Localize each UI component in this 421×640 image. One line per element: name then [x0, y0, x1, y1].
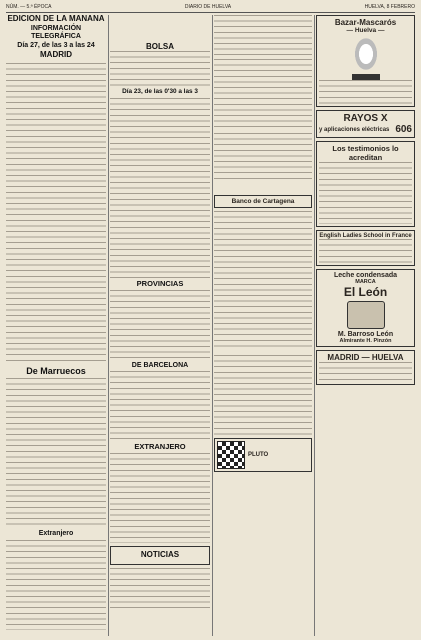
article-body — [110, 371, 210, 441]
milk-brand-label: MARCA — [355, 279, 376, 285]
testimonials-ad — [316, 141, 415, 227]
bank-ad — [214, 195, 312, 208]
column-rule — [108, 15, 109, 636]
notice-box — [110, 546, 210, 564]
bank-ad-title: Banco de Cartagena — [231, 198, 295, 205]
edition-headline: EDICIÓN DE LA MAÑANA — [7, 15, 105, 23]
milk-place: Almirante H. Pinzón — [339, 338, 392, 344]
column-rule — [314, 15, 315, 636]
article-body — [214, 133, 312, 183]
article-body — [110, 51, 210, 87]
rayos-ad — [316, 110, 415, 138]
bazar-ad — [316, 15, 415, 107]
masthead — [6, 3, 415, 13]
ad-body — [319, 362, 412, 382]
ad-body — [319, 239, 412, 263]
bazar-ad-subtitle: — Huelva — — [346, 27, 385, 34]
milk-title: Leche condensada — [333, 272, 398, 279]
article-body — [6, 63, 106, 363]
milk-seller: M. Barroso León — [337, 331, 394, 338]
school-title: English Ladies School in France — [319, 233, 412, 239]
section-heading: PROVINCIAS — [136, 279, 184, 289]
column-4 — [316, 15, 415, 636]
pluto-ad — [214, 438, 312, 472]
section-heading: DE BARCELONA — [131, 361, 189, 369]
city-heading: MADRID — [40, 50, 72, 60]
article-body — [6, 378, 106, 528]
article-body — [214, 59, 312, 129]
checker-pattern-icon — [217, 441, 245, 469]
masthead-left: NÚM. — 5.ª ÉPOCA — [6, 4, 52, 10]
column-3 — [214, 15, 312, 636]
section-heading: Extranjero — [38, 530, 74, 538]
section-heading: BOLSA — [146, 42, 174, 51]
dateline: Día 23, de las 0'30 a las 3 — [122, 88, 198, 96]
milk-ad — [316, 269, 415, 347]
madrid-huelva-ad — [316, 350, 415, 385]
masthead-center: DIARIO DE HUELVA — [184, 4, 232, 10]
article-body — [6, 540, 106, 630]
testimonials-title: Los testimonios lo acreditan — [332, 144, 399, 162]
ad-body — [319, 80, 412, 104]
ad-body — [319, 162, 412, 224]
article-body — [110, 290, 210, 360]
masthead-right: HUELVA, 8 FEBRERO — [364, 4, 415, 10]
column-2 — [110, 15, 210, 636]
article-body — [214, 211, 312, 351]
article-body — [214, 15, 312, 55]
rayos-ad-number: 606 — [395, 124, 412, 135]
rayos-ad-subtitle: y aplicaciones eléctricas — [319, 126, 390, 133]
article-body — [110, 453, 210, 543]
school-ad — [316, 230, 415, 266]
section-heading: EXTRANJERO — [134, 442, 186, 452]
bazar-ad-title: Bazar-Mascarós — [334, 18, 397, 27]
section-headline: INFORMACIÓN TELEGRÁFICA — [30, 25, 82, 40]
section-heading: NOTICIAS — [140, 550, 180, 560]
dateline: Día 27, de las 3 a las 24 — [17, 42, 95, 50]
madrid-title: MADRID — HUELVA — [327, 353, 404, 362]
rayos-ad-title: RAYOS X — [343, 113, 388, 124]
lion-emblem-icon — [347, 301, 385, 329]
article-body — [110, 98, 210, 278]
column-1 — [6, 15, 106, 636]
section-heading: De Marruecos — [26, 365, 86, 376]
milk-brand: El León — [343, 285, 388, 299]
pluto-title: PLUTO — [248, 452, 269, 458]
column-rule — [212, 15, 213, 636]
lamp-icon — [352, 34, 380, 80]
article-body — [110, 568, 210, 608]
article-body — [214, 355, 312, 435]
